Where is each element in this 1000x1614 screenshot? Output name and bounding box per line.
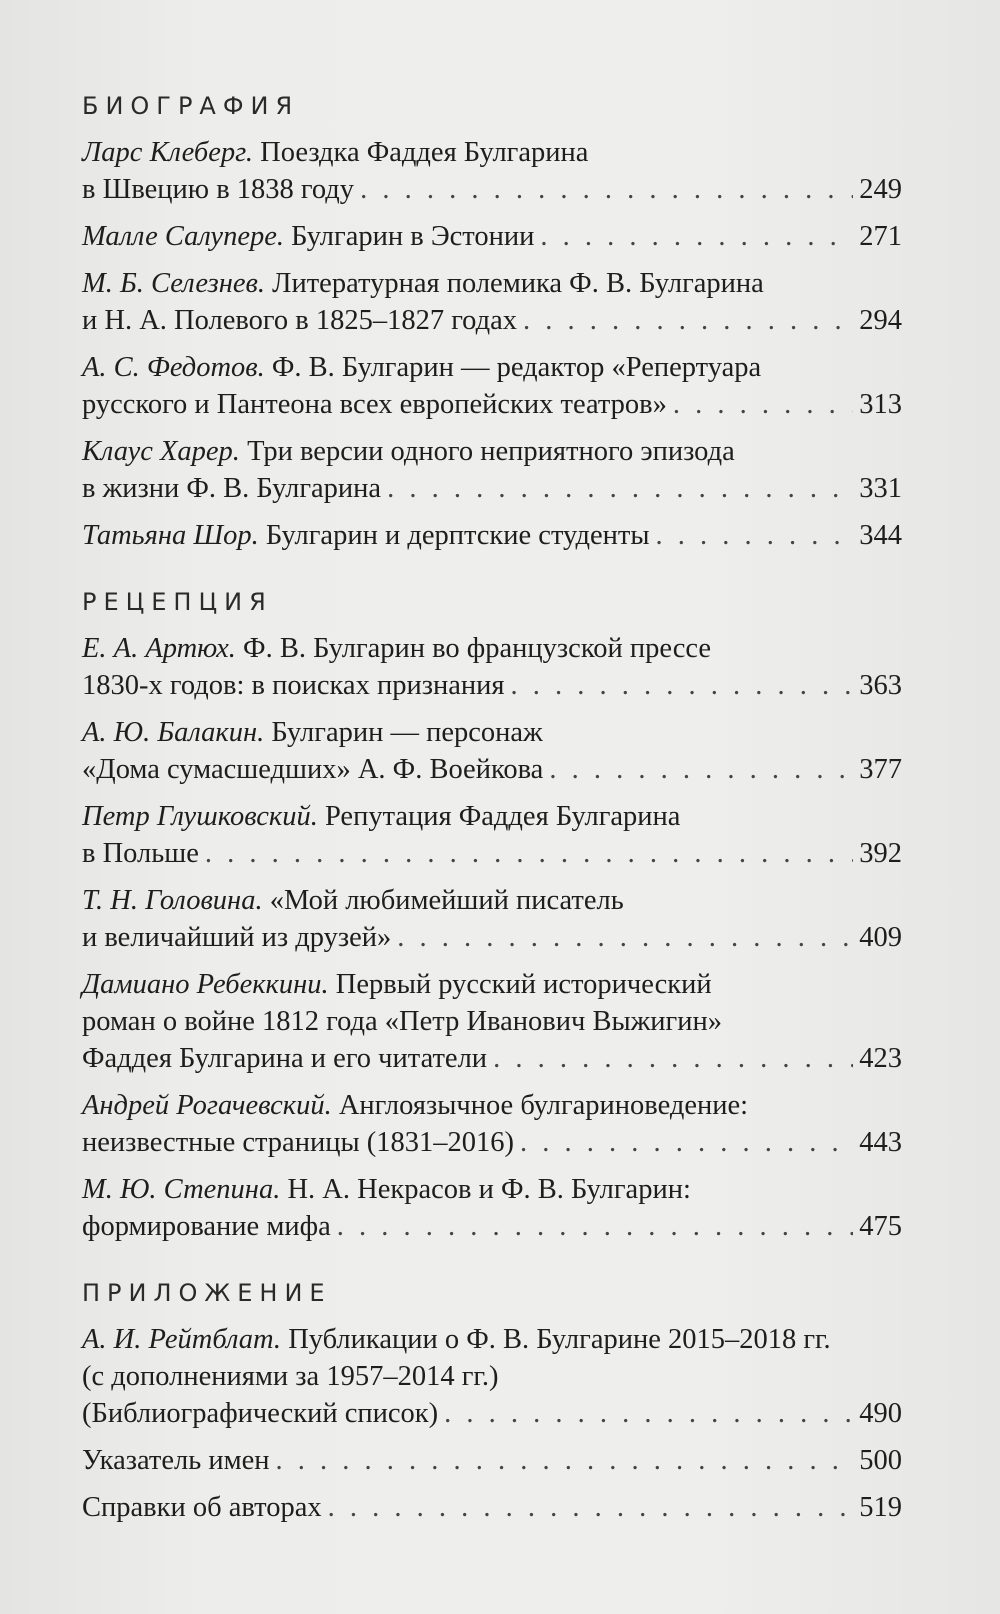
- entry-author: Ларс Клеберг.: [82, 137, 254, 168]
- toc-entry: [82, 1087, 902, 1161]
- leader-dots: [328, 1489, 854, 1526]
- entry-title-line: Литературная полемика Ф. В. Булгарина: [272, 268, 764, 299]
- toc-entry: [82, 1489, 902, 1526]
- leader-dots: [387, 470, 853, 507]
- leader-dots: [673, 386, 853, 423]
- entry-title-line: и величайший из друзей»: [82, 922, 392, 953]
- page-number: 294: [859, 305, 902, 336]
- entry-title-line: Три версии одного неприятного эпизода: [247, 436, 735, 467]
- page-number: 443: [859, 1127, 902, 1158]
- leader-dots: [656, 517, 854, 554]
- toc-entry: [82, 265, 902, 339]
- toc-entry: [82, 1321, 902, 1432]
- leader-dots: [205, 835, 853, 872]
- toc-entry: [82, 1442, 902, 1479]
- page-number: 249: [859, 174, 902, 205]
- leader-dots: [397, 919, 853, 956]
- section-heading: БИОГРАФИЯ: [82, 92, 300, 120]
- page-number: 475: [859, 1211, 902, 1242]
- toc-entry: [82, 798, 902, 872]
- toc-entry: [82, 433, 902, 507]
- entry-title-line: (с дополнениями за 1957–2014 гг.): [82, 1361, 499, 1392]
- entry-title-line: формирование мифа: [82, 1211, 331, 1242]
- page-number: 490: [859, 1398, 902, 1429]
- toc-entry: [82, 517, 902, 554]
- page-number: 500: [859, 1445, 902, 1476]
- entry-title-line: Англоязычное булгариноведение:: [338, 1090, 749, 1121]
- entry-author: Дамиано Ребеккини.: [82, 969, 329, 1000]
- toc-entry: [82, 349, 902, 423]
- entry-title-line: неизвестные страницы (1831–2016): [82, 1127, 514, 1158]
- entry-title-line: «Дома сумасшедших» А. Ф. Воейкова: [82, 754, 544, 785]
- entry-title-line: Поездка Фаддея Булгарина: [260, 137, 589, 168]
- page-number: 271: [859, 221, 902, 252]
- entry-title-line: русского и Пантеона всех европейских театров»: [82, 389, 667, 420]
- entry-title-line: в Польше: [82, 838, 199, 869]
- leader-dots: [540, 218, 853, 255]
- entry-title-line: «Мой любимейший писатель: [269, 885, 624, 916]
- entry-title-line: и Н. А. Полевого в 1825–1827 годах: [82, 305, 518, 336]
- entry-title-line: Фаддея Булгарина и его читатели: [82, 1043, 488, 1074]
- entry-author: Татьяна Шор.: [82, 520, 259, 551]
- toc-entry: [82, 134, 902, 208]
- entry-title-line: Булгарин в Эстонии: [291, 221, 535, 252]
- entry-author: М. Ю. Степина.: [82, 1174, 281, 1205]
- entry-title-line: Н. А. Некрасов и Ф. В. Булгарин:: [287, 1174, 691, 1205]
- entry-author: А. Ю. Балакин.: [82, 717, 265, 748]
- entry-title-line: Булгарин — персонаж: [271, 717, 543, 748]
- entry-author: Малле Салупере.: [82, 221, 285, 252]
- toc-section: [82, 1279, 902, 1526]
- page-number: 409: [859, 922, 902, 953]
- leader-dots: [520, 1124, 853, 1161]
- toc-entry: [82, 1171, 902, 1245]
- entry-title-line: Публикации о Ф. В. Булгарине 2015–2018 гг.: [288, 1324, 831, 1355]
- leader-dots: [337, 1208, 854, 1245]
- toc-entry: [82, 714, 902, 788]
- entry-author: Петр Глушковский.: [82, 801, 318, 832]
- leader-dots: [493, 1040, 853, 1077]
- toc-entry: [82, 966, 902, 1077]
- toc-section: [82, 92, 902, 554]
- page-number: 363: [859, 670, 902, 701]
- leader-dots: [276, 1442, 854, 1479]
- toc-entry: [82, 218, 902, 255]
- leader-dots: [444, 1395, 853, 1432]
- entry-author: М. Б. Селезнев.: [82, 268, 266, 299]
- page-number: 331: [859, 473, 902, 504]
- page-number: 313: [859, 389, 902, 420]
- entry-author: А. С. Федотов.: [82, 352, 265, 383]
- entry-title-line: Ф. В. Булгарин во французской прессе: [243, 633, 712, 664]
- leader-dots: [523, 302, 853, 339]
- section-heading: ПРИЛОЖЕНИЕ: [82, 1279, 332, 1307]
- entry-title-line: Первый русский исторический: [335, 969, 712, 1000]
- page-number: 519: [859, 1492, 902, 1523]
- entry-title-line: Указатель имен: [82, 1445, 270, 1476]
- leader-dots: [360, 171, 853, 208]
- entry-author: Е. А. Артюх.: [82, 633, 236, 664]
- toc-section: [82, 588, 902, 1245]
- entry-title-line: в Швецию в 1838 году: [82, 174, 355, 205]
- entry-author: Андрей Рогачевский.: [82, 1090, 332, 1121]
- entry-author: Т. Н. Головина.: [82, 885, 263, 916]
- entry-title-line: роман о войне 1812 года «Петр Иванович Выжигин»: [82, 1006, 722, 1037]
- page-number: 377: [859, 754, 902, 785]
- toc-entry: [82, 882, 902, 956]
- page-number: 392: [859, 838, 902, 869]
- page-number: 344: [859, 520, 902, 551]
- entry-author: А. И. Рейтблат.: [82, 1324, 282, 1355]
- entry-title-line: Справки об авторах: [82, 1492, 322, 1523]
- leader-dots: [549, 751, 853, 788]
- toc-entry: [82, 630, 902, 704]
- entry-title-line: 1830-х годов: в поисках признания: [82, 670, 505, 701]
- entry-title-line: Репутация Фаддея Булгарина: [324, 801, 681, 832]
- leader-dots: [510, 667, 853, 704]
- page-number: 423: [859, 1043, 902, 1074]
- table-of-contents: [82, 92, 902, 1560]
- section-heading: РЕЦЕПЦИЯ: [82, 588, 273, 616]
- entry-title-line: в жизни Ф. В. Булгарина: [82, 473, 382, 504]
- entry-title-line: Булгарин и дерптские студенты: [265, 520, 650, 551]
- entry-title-line: (Библиографический список): [82, 1398, 439, 1429]
- entry-author: Клаус Харер.: [82, 436, 240, 467]
- entry-title-line: Ф. В. Булгарин — редактор «Репертуара: [271, 352, 762, 383]
